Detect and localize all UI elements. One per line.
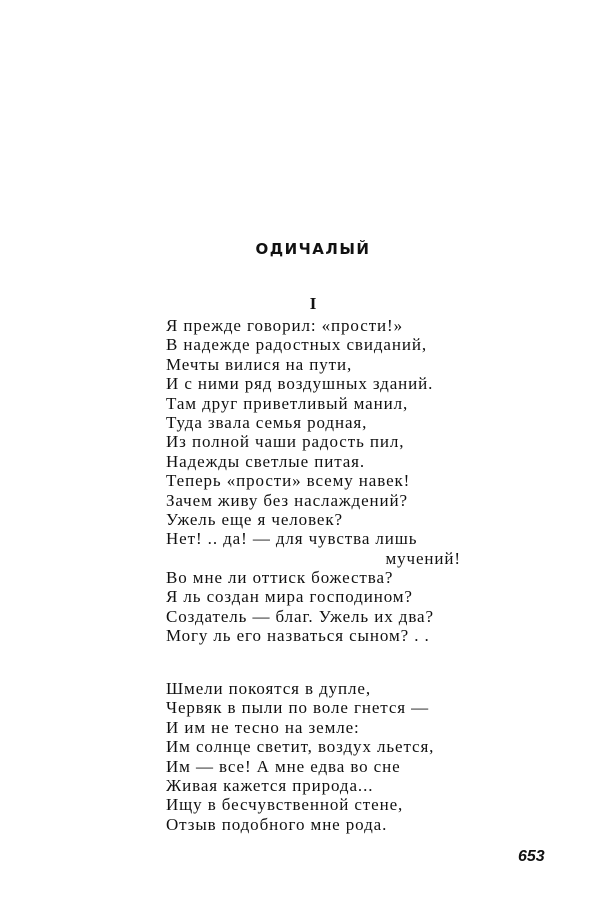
- poem-title: ОДИЧАЛЫЙ: [255, 240, 371, 258]
- poem-line: Во мне ли оттиск божества?: [166, 568, 394, 588]
- poem-line: Зачем живу без наслаждений?: [166, 490, 408, 510]
- poem-line: В надежде радостных свиданий,: [166, 335, 427, 355]
- poem-line-continuation: мучений!: [385, 548, 461, 568]
- page-number: 653: [518, 848, 545, 865]
- poem-line: И им не тесно на земле:: [166, 717, 360, 737]
- poem-line: Живая кажется природа...: [166, 775, 374, 795]
- poem-line: Им солнце светит, воздух льется,: [166, 737, 435, 757]
- poem-line: Им — все! А мне едва во сне: [166, 756, 401, 776]
- poem-line: Создатель — благ. Ужель их два?: [166, 606, 434, 626]
- poem-line: Ищу в бесчувственной стене,: [166, 795, 404, 815]
- poem-line: Отзыв подобного мне рода.: [166, 814, 388, 834]
- poem-line: Могу ль его назваться сыном? . .: [166, 626, 430, 646]
- poem-line: Мечты вилися на пути,: [166, 354, 353, 374]
- poem-line: Туда звала семья родная,: [166, 412, 368, 432]
- section-number: I: [309, 294, 317, 313]
- poem-line: Нет! .. да! — для чувства лишь: [166, 529, 418, 549]
- poem-line: Шмели покоятся в дупле,: [166, 679, 372, 698]
- poem-line: Теперь «прости» всему навек!: [166, 471, 411, 491]
- poem-line: Из полной чаши радость пил,: [166, 432, 405, 452]
- poem-line: Там друг приветливый манил,: [166, 393, 409, 413]
- poem-line: И с ними ряд воздушных зданий.: [166, 374, 434, 394]
- poem-line: Надежды светлые питая.: [166, 451, 366, 471]
- stanza-1: [166, 316, 466, 646]
- poem-line: Ужель еще я человек?: [166, 509, 343, 529]
- poem-line: Червяк в пыли по воле гнется —: [166, 698, 430, 718]
- stanza-2: [166, 679, 466, 834]
- poem-line: Я прежде говорил: «прости!»: [166, 316, 403, 335]
- poem-line: Я ль создан мира господином?: [166, 587, 413, 607]
